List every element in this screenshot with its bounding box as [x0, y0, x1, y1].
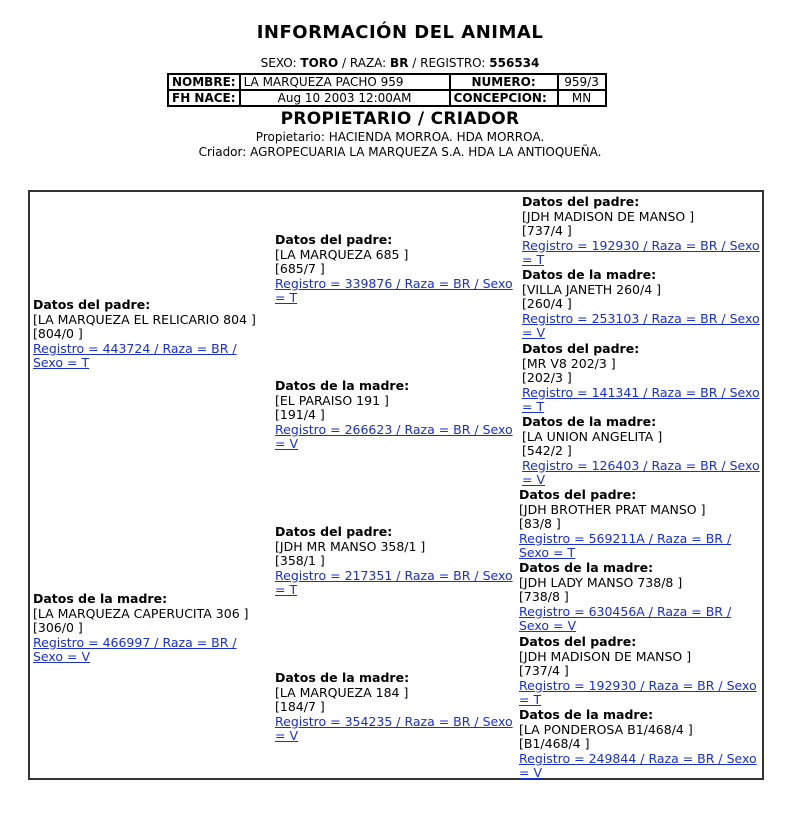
animal-info-table [167, 73, 607, 107]
raza-label: RAZA: [349, 56, 387, 70]
node-number: [83/8 ] [519, 516, 561, 531]
page-title: INFORMACIÓN DEL ANIMAL [256, 22, 544, 43]
sexo-label: SEXO: [260, 56, 297, 70]
pedigree-ggp-8 [519, 708, 764, 781]
registro-link[interactable]: Registro = 443724 / Raza = BR / Sexo = T [33, 340, 237, 370]
nombre-label: NOMBRE: [168, 74, 240, 90]
registro-value: 556534 [489, 56, 540, 70]
node-heading: Datos de la madre: [522, 414, 657, 429]
registro-link[interactable]: Registro = 192930 / Raza = BR / Sexo = T [522, 237, 760, 267]
pedigree-tree [28, 190, 764, 780]
pedigree-ggp-4 [522, 415, 767, 488]
node-heading: Datos de la madre: [519, 560, 654, 575]
node-number: [202/3 ] [522, 370, 572, 385]
node-name: [JDH MADISON DE MANSO ] [519, 648, 692, 664]
node-number: [B1/468/4 ] [519, 736, 590, 751]
node-number: [184/7 ] [275, 699, 325, 714]
node-heading: Datos de la madre: [522, 267, 657, 282]
owner-section-title: PROPIETARIO / CRIADOR [280, 109, 520, 129]
node-number: [191/4 ] [275, 407, 325, 422]
node-name: [JDH LADY MANSO 738/8 ] [519, 574, 683, 590]
owner-info [0, 130, 800, 160]
pedigree-sire-dam [275, 379, 525, 452]
pedigree-dam-dam [275, 671, 525, 744]
pedigree-ggp-7 [519, 635, 764, 708]
registro-link[interactable]: Registro = 141341 / Raza = BR / Sexo = T [522, 384, 760, 414]
registro-link[interactable]: Registro = 630456A / Raza = BR / Sexo = V [519, 603, 732, 633]
node-name: [LA UNION ANGELITA ] [522, 428, 663, 444]
pedigree-ggp-3 [522, 342, 767, 415]
node-name: [JDH MADISON DE MANSO ] [522, 208, 695, 224]
node-name: [JDH BROTHER PRAT MANSO ] [519, 501, 706, 517]
node-heading: Datos de la madre: [519, 707, 654, 722]
node-heading: Datos del padre: [519, 487, 637, 502]
propietario-text: Propietario: HACIENDA MORROA. HDA MORROA. [255, 130, 545, 144]
registro-link[interactable]: Registro = 354235 / Raza = BR / Sexo = V [275, 713, 513, 743]
node-heading: Datos de la madre: [275, 670, 410, 685]
concepcion-value: MN [558, 90, 606, 106]
numero-label: NUMERO: [450, 74, 558, 90]
node-heading: Datos del padre: [275, 232, 393, 247]
node-name: [JDH MR MANSO 358/1 ] [275, 538, 426, 554]
animal-summary: SEXO: TORO / RAZA: BR / REGISTRO: 556534 [260, 56, 540, 70]
sexo-value: TORO [300, 56, 339, 70]
pedigree-sire-sire [275, 233, 525, 306]
node-name: [VILLA JANETH 260/4 ] [522, 281, 662, 297]
node-heading: Datos del padre: [33, 297, 151, 312]
node-name: [MR V8 202/3 ] [522, 355, 616, 371]
pedigree-dam [33, 592, 268, 665]
registro-link[interactable]: Registro = 253103 / Raza = BR / Sexo = V [522, 310, 760, 340]
nombre-value: LA MARQUEZA PACHO 959 [240, 74, 450, 90]
pedigree-dam-sire [275, 525, 525, 598]
node-number: [306/0 ] [33, 620, 83, 635]
registro-link[interactable]: Registro = 339876 / Raza = BR / Sexo = T [275, 275, 513, 305]
node-heading: Datos de la madre: [33, 591, 168, 606]
pedigree-ggp-5 [519, 488, 764, 561]
criador-text: Criador: AGROPECUARIA LA MARQUEZA S.A. HDA LA ANTIOQUEÑA. [198, 145, 602, 159]
pedigree-ggp-6 [519, 561, 764, 634]
node-heading: Datos del padre: [275, 524, 393, 539]
node-number: [542/2 ] [522, 443, 572, 458]
node-name: [LA PONDEROSA B1/468/4 ] [519, 721, 693, 737]
node-number: [737/4 ] [519, 663, 569, 678]
registro-label: REGISTRO: [420, 56, 486, 70]
raza-value: BR [390, 56, 409, 70]
node-name: [LA MARQUEZA 184 ] [275, 684, 409, 700]
node-number: [685/7 ] [275, 261, 325, 276]
node-number: [358/1 ] [275, 553, 325, 568]
registro-link[interactable]: Registro = 126403 / Raza = BR / Sexo = V [522, 457, 760, 487]
registro-link[interactable]: Registro = 217351 / Raza = BR / Sexo = T [275, 567, 513, 597]
node-name: [LA MARQUEZA EL RELICARIO 804 ] [33, 311, 256, 327]
registro-link[interactable]: Registro = 569211A / Raza = BR / Sexo = T [519, 530, 732, 560]
node-number: [738/8 ] [519, 589, 569, 604]
node-name: [LA MARQUEZA 685 ] [275, 246, 409, 262]
pedigree-ggp-2 [522, 268, 767, 341]
info-row [168, 90, 606, 106]
pedigree-ggp-1 [522, 195, 767, 268]
fhnace-value: Aug 10 2003 12:00AM [240, 90, 450, 106]
node-heading: Datos del padre: [519, 634, 637, 649]
registro-link[interactable]: Registro = 466997 / Raza = BR / Sexo = V [33, 634, 237, 664]
node-number: [804/0 ] [33, 326, 83, 341]
concepcion-label: CONCEPCION: [450, 90, 558, 106]
node-name: [EL PARAISO 191 ] [275, 392, 389, 408]
node-name: [LA MARQUEZA CAPERUCITA 306 ] [33, 605, 249, 621]
node-heading: Datos del padre: [522, 194, 640, 209]
node-number: [737/4 ] [522, 223, 572, 238]
registro-link[interactable]: Registro = 249844 / Raza = BR / Sexo = V [519, 750, 757, 780]
pedigree-sire [33, 298, 268, 371]
info-row [168, 74, 606, 90]
node-number: [260/4 ] [522, 296, 572, 311]
fhnace-label: FH NACE: [168, 90, 240, 106]
numero-value: 959/3 [558, 74, 606, 90]
node-heading: Datos del padre: [522, 341, 640, 356]
registro-link[interactable]: Registro = 266623 / Raza = BR / Sexo = V [275, 421, 513, 451]
registro-link[interactable]: Registro = 192930 / Raza = BR / Sexo = T [519, 677, 757, 707]
node-heading: Datos de la madre: [275, 378, 410, 393]
